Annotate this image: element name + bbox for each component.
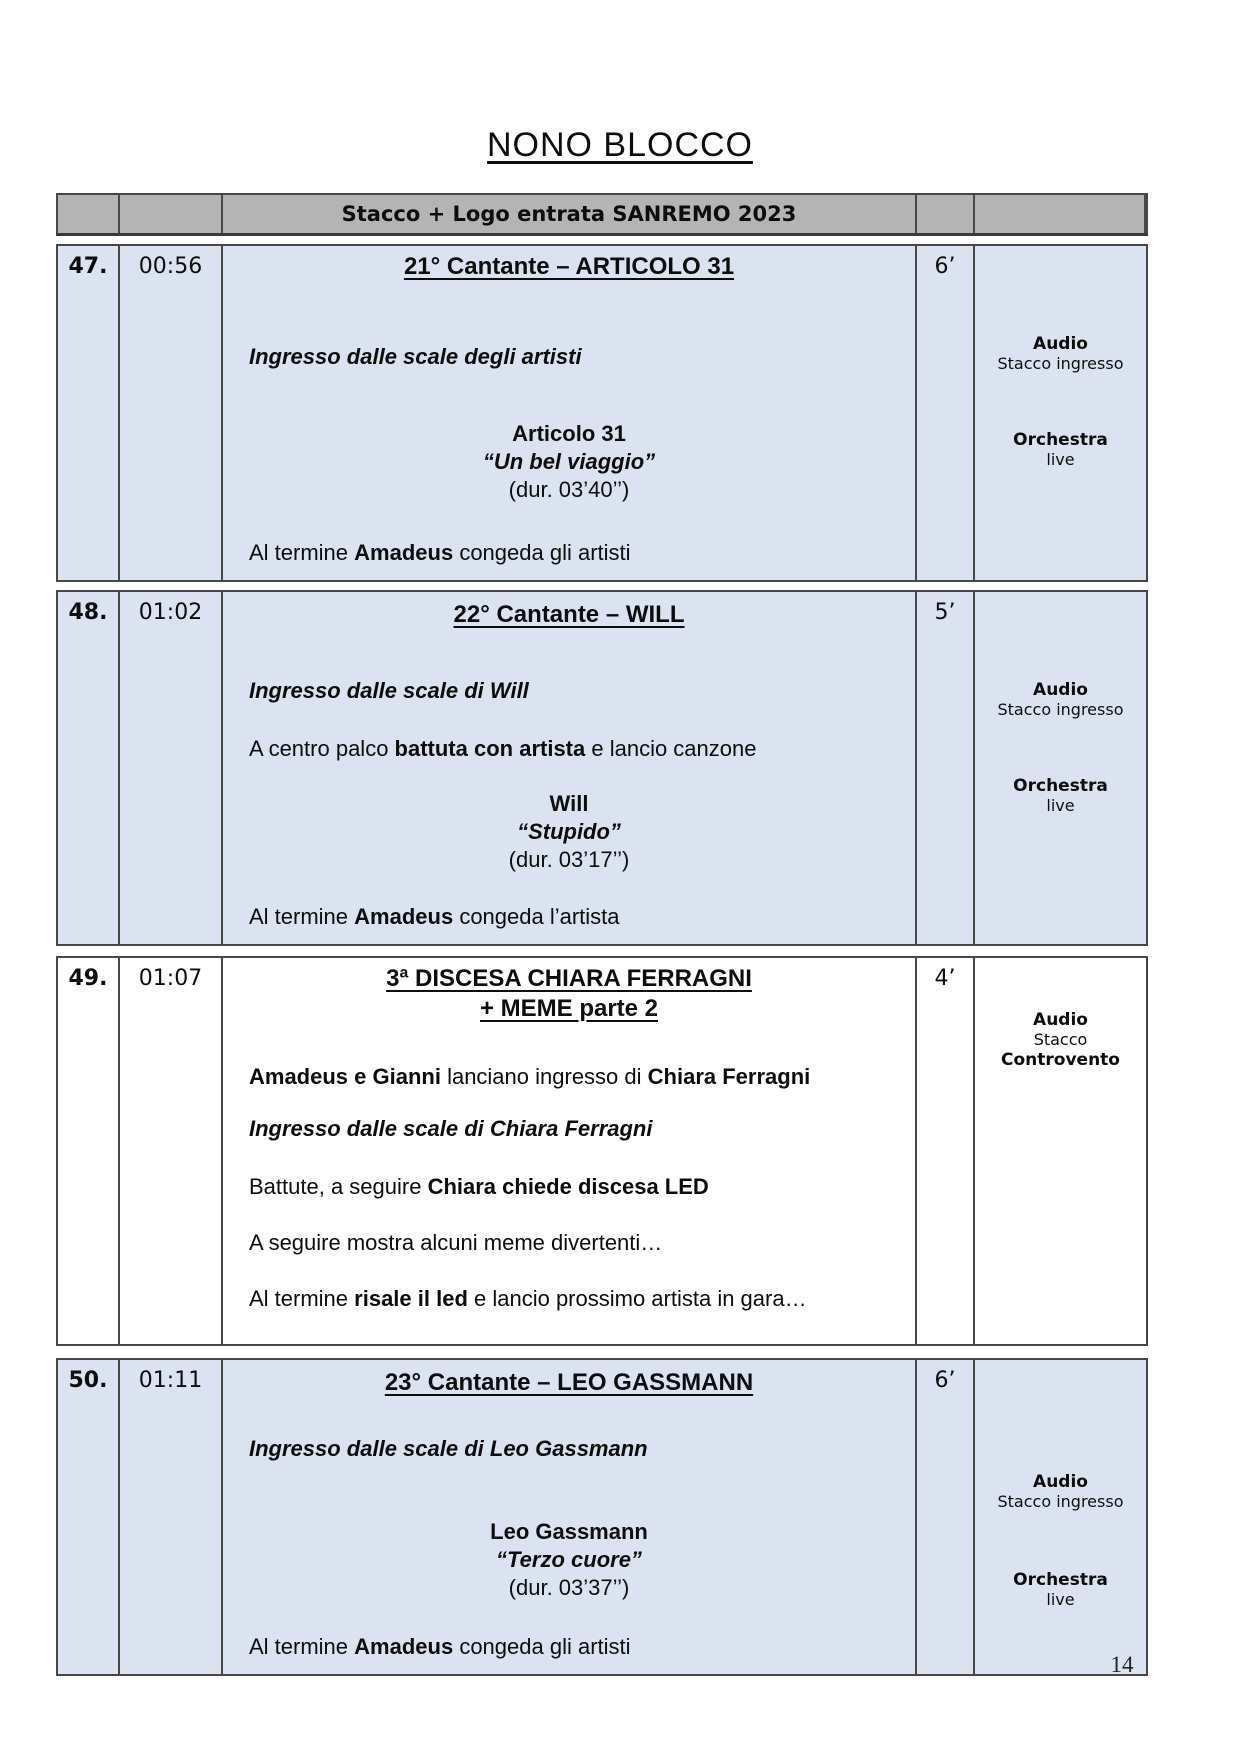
row-time: 01:11 — [120, 1360, 223, 1674]
row-description-cell — [223, 246, 917, 580]
outro-note — [237, 1634, 901, 1660]
audio-value: Stacco ingresso — [997, 1492, 1124, 1511]
outro-bold: risale il led — [354, 1286, 468, 1311]
row-description-cell — [223, 1360, 917, 1674]
orchestra-value: live — [1046, 796, 1075, 815]
header-duration-cell — [917, 195, 975, 233]
song-duration: (dur. 03’37’’) — [508, 1575, 630, 1600]
lancio-bold2: Chiara Ferragni — [647, 1064, 811, 1089]
outro-post: e lancio prossimo artista in gara… — [467, 1286, 807, 1311]
song-block — [237, 790, 901, 874]
header-time-cell — [120, 195, 223, 233]
outro-bold: Amadeus — [354, 1634, 454, 1659]
orchestra-label: Orchestra — [1013, 776, 1108, 796]
mid-pre: A centro palco — [249, 736, 395, 761]
song-title: “Terzo cuore” — [496, 1547, 642, 1572]
row-number: 49. — [58, 958, 120, 1344]
outro-note — [237, 1286, 901, 1312]
song-duration: (dur. 03’40’’) — [508, 477, 630, 502]
header-audio-cell — [975, 195, 1146, 233]
audio-label: Audio — [1033, 680, 1088, 700]
table-header-row — [56, 193, 1148, 236]
row-heading — [237, 600, 901, 630]
audio-block — [979, 334, 1142, 374]
mid-note — [237, 736, 901, 762]
outro-pre: Al termine — [249, 1634, 355, 1659]
ingresso-note: Ingresso dalle scale di Chiara Ferragni — [249, 1116, 653, 1141]
song-block — [237, 1518, 901, 1602]
row-description-cell — [223, 592, 917, 944]
row-heading — [237, 252, 901, 282]
orchestra-label: Orchestra — [1013, 1570, 1108, 1590]
row-number: 50. — [58, 1360, 120, 1674]
page-number: 14 — [1110, 1652, 1134, 1677]
row-heading-text2: + MEME parte 2 — [479, 995, 659, 1022]
mid-bold: battuta con artista — [394, 736, 586, 761]
row-description-cell — [223, 958, 917, 1344]
lancio-mid: lanciano ingresso di — [440, 1064, 648, 1089]
orchestra-block — [979, 1570, 1142, 1610]
row-heading-text: 3ª DISCESA CHIARA FERRAGNI — [386, 965, 752, 992]
orchestra-value: live — [1046, 1590, 1075, 1609]
header-label: Stacco + Logo entrata SANREMO 2023 — [223, 195, 917, 233]
row-duration: 6’ — [917, 246, 975, 580]
lancio-note — [237, 1064, 889, 1090]
orchestra-label: Orchestra — [1013, 430, 1108, 450]
audio-block — [979, 1010, 1142, 1070]
audio-value: Stacco — [1033, 1030, 1088, 1049]
lancio-bold1: Amadeus e Gianni — [249, 1064, 441, 1089]
battute-bold: Chiara chiede discesa LED — [427, 1174, 709, 1199]
song-block — [237, 420, 901, 504]
row-time: 01:02 — [120, 592, 223, 944]
row-audio-cell — [975, 1360, 1146, 1674]
audio-block — [979, 1472, 1142, 1512]
row-audio-cell — [975, 246, 1146, 580]
audio-value: Stacco ingresso — [997, 700, 1124, 719]
meme-note: A seguire mostra alcuni meme divertenti… — [249, 1230, 663, 1255]
song-artist: Leo Gassmann — [490, 1519, 648, 1544]
song-duration: (dur. 03’17’’) — [508, 847, 630, 872]
battute-note — [237, 1174, 901, 1200]
audio-label: Audio — [1033, 1010, 1088, 1030]
header-num-cell — [58, 195, 120, 233]
audio-block — [979, 680, 1142, 720]
table-row — [56, 1358, 1148, 1676]
song-title: “Un bel viaggio” — [482, 449, 656, 474]
song-artist: Articolo 31 — [512, 421, 626, 446]
battute-pre: Battute, a seguire — [249, 1174, 428, 1199]
row-heading-text: 23° Cantante – LEO GASSMANN — [384, 1369, 754, 1396]
outro-bold: Amadeus — [354, 540, 454, 565]
outro-note — [237, 904, 901, 930]
row-audio-cell — [975, 592, 1146, 944]
ingresso-note: Ingresso dalle scale di Leo Gassmann — [249, 1436, 648, 1461]
mid-post: e lancio canzone — [585, 736, 757, 761]
orchestra-block — [979, 430, 1142, 470]
song-artist: Will — [549, 791, 589, 816]
row-duration: 4’ — [917, 958, 975, 1344]
ingresso-note: Ingresso dalle scale degli artisti — [249, 344, 582, 369]
outro-pre: Al termine — [249, 540, 355, 565]
row-number: 48. — [58, 592, 120, 944]
song-title: “Stupido” — [517, 819, 621, 844]
orchestra-value: live — [1046, 450, 1075, 469]
audio-label: Audio — [1033, 1472, 1088, 1492]
row-heading-text: 21° Cantante – ARTICOLO 31 — [403, 253, 735, 280]
row-number: 47. — [58, 246, 120, 580]
row-duration: 5’ — [917, 592, 975, 944]
table-row — [56, 956, 1148, 1346]
row-time: 00:56 — [120, 246, 223, 580]
ingresso-note: Ingresso dalle scale di Will — [249, 678, 529, 703]
row-duration: 6’ — [917, 1360, 975, 1674]
outro-post: congeda l’artista — [453, 904, 620, 929]
table-row — [56, 244, 1148, 582]
row-heading-text: 22° Cantante – WILL — [453, 601, 685, 628]
row-audio-cell — [975, 958, 1146, 1344]
outro-pre: Al termine — [249, 904, 355, 929]
audio-value: Stacco ingresso — [997, 354, 1124, 373]
row-time: 01:07 — [120, 958, 223, 1344]
rundown-table — [56, 193, 1148, 1676]
outro-bold: Amadeus — [354, 904, 454, 929]
table-row — [56, 590, 1148, 946]
outro-post: congeda gli artisti — [453, 1634, 631, 1659]
orchestra-block — [979, 776, 1142, 816]
outro-post: congeda gli artisti — [453, 540, 631, 565]
page-title-text: NONO BLOCCO — [486, 126, 754, 164]
outro-pre: Al termine — [249, 1286, 355, 1311]
audio-value-bold: Controvento — [1001, 1050, 1120, 1070]
row-heading — [237, 964, 901, 1024]
audio-label: Audio — [1033, 334, 1088, 354]
page-title — [0, 0, 1240, 165]
outro-note — [237, 540, 901, 566]
row-heading — [237, 1368, 901, 1398]
